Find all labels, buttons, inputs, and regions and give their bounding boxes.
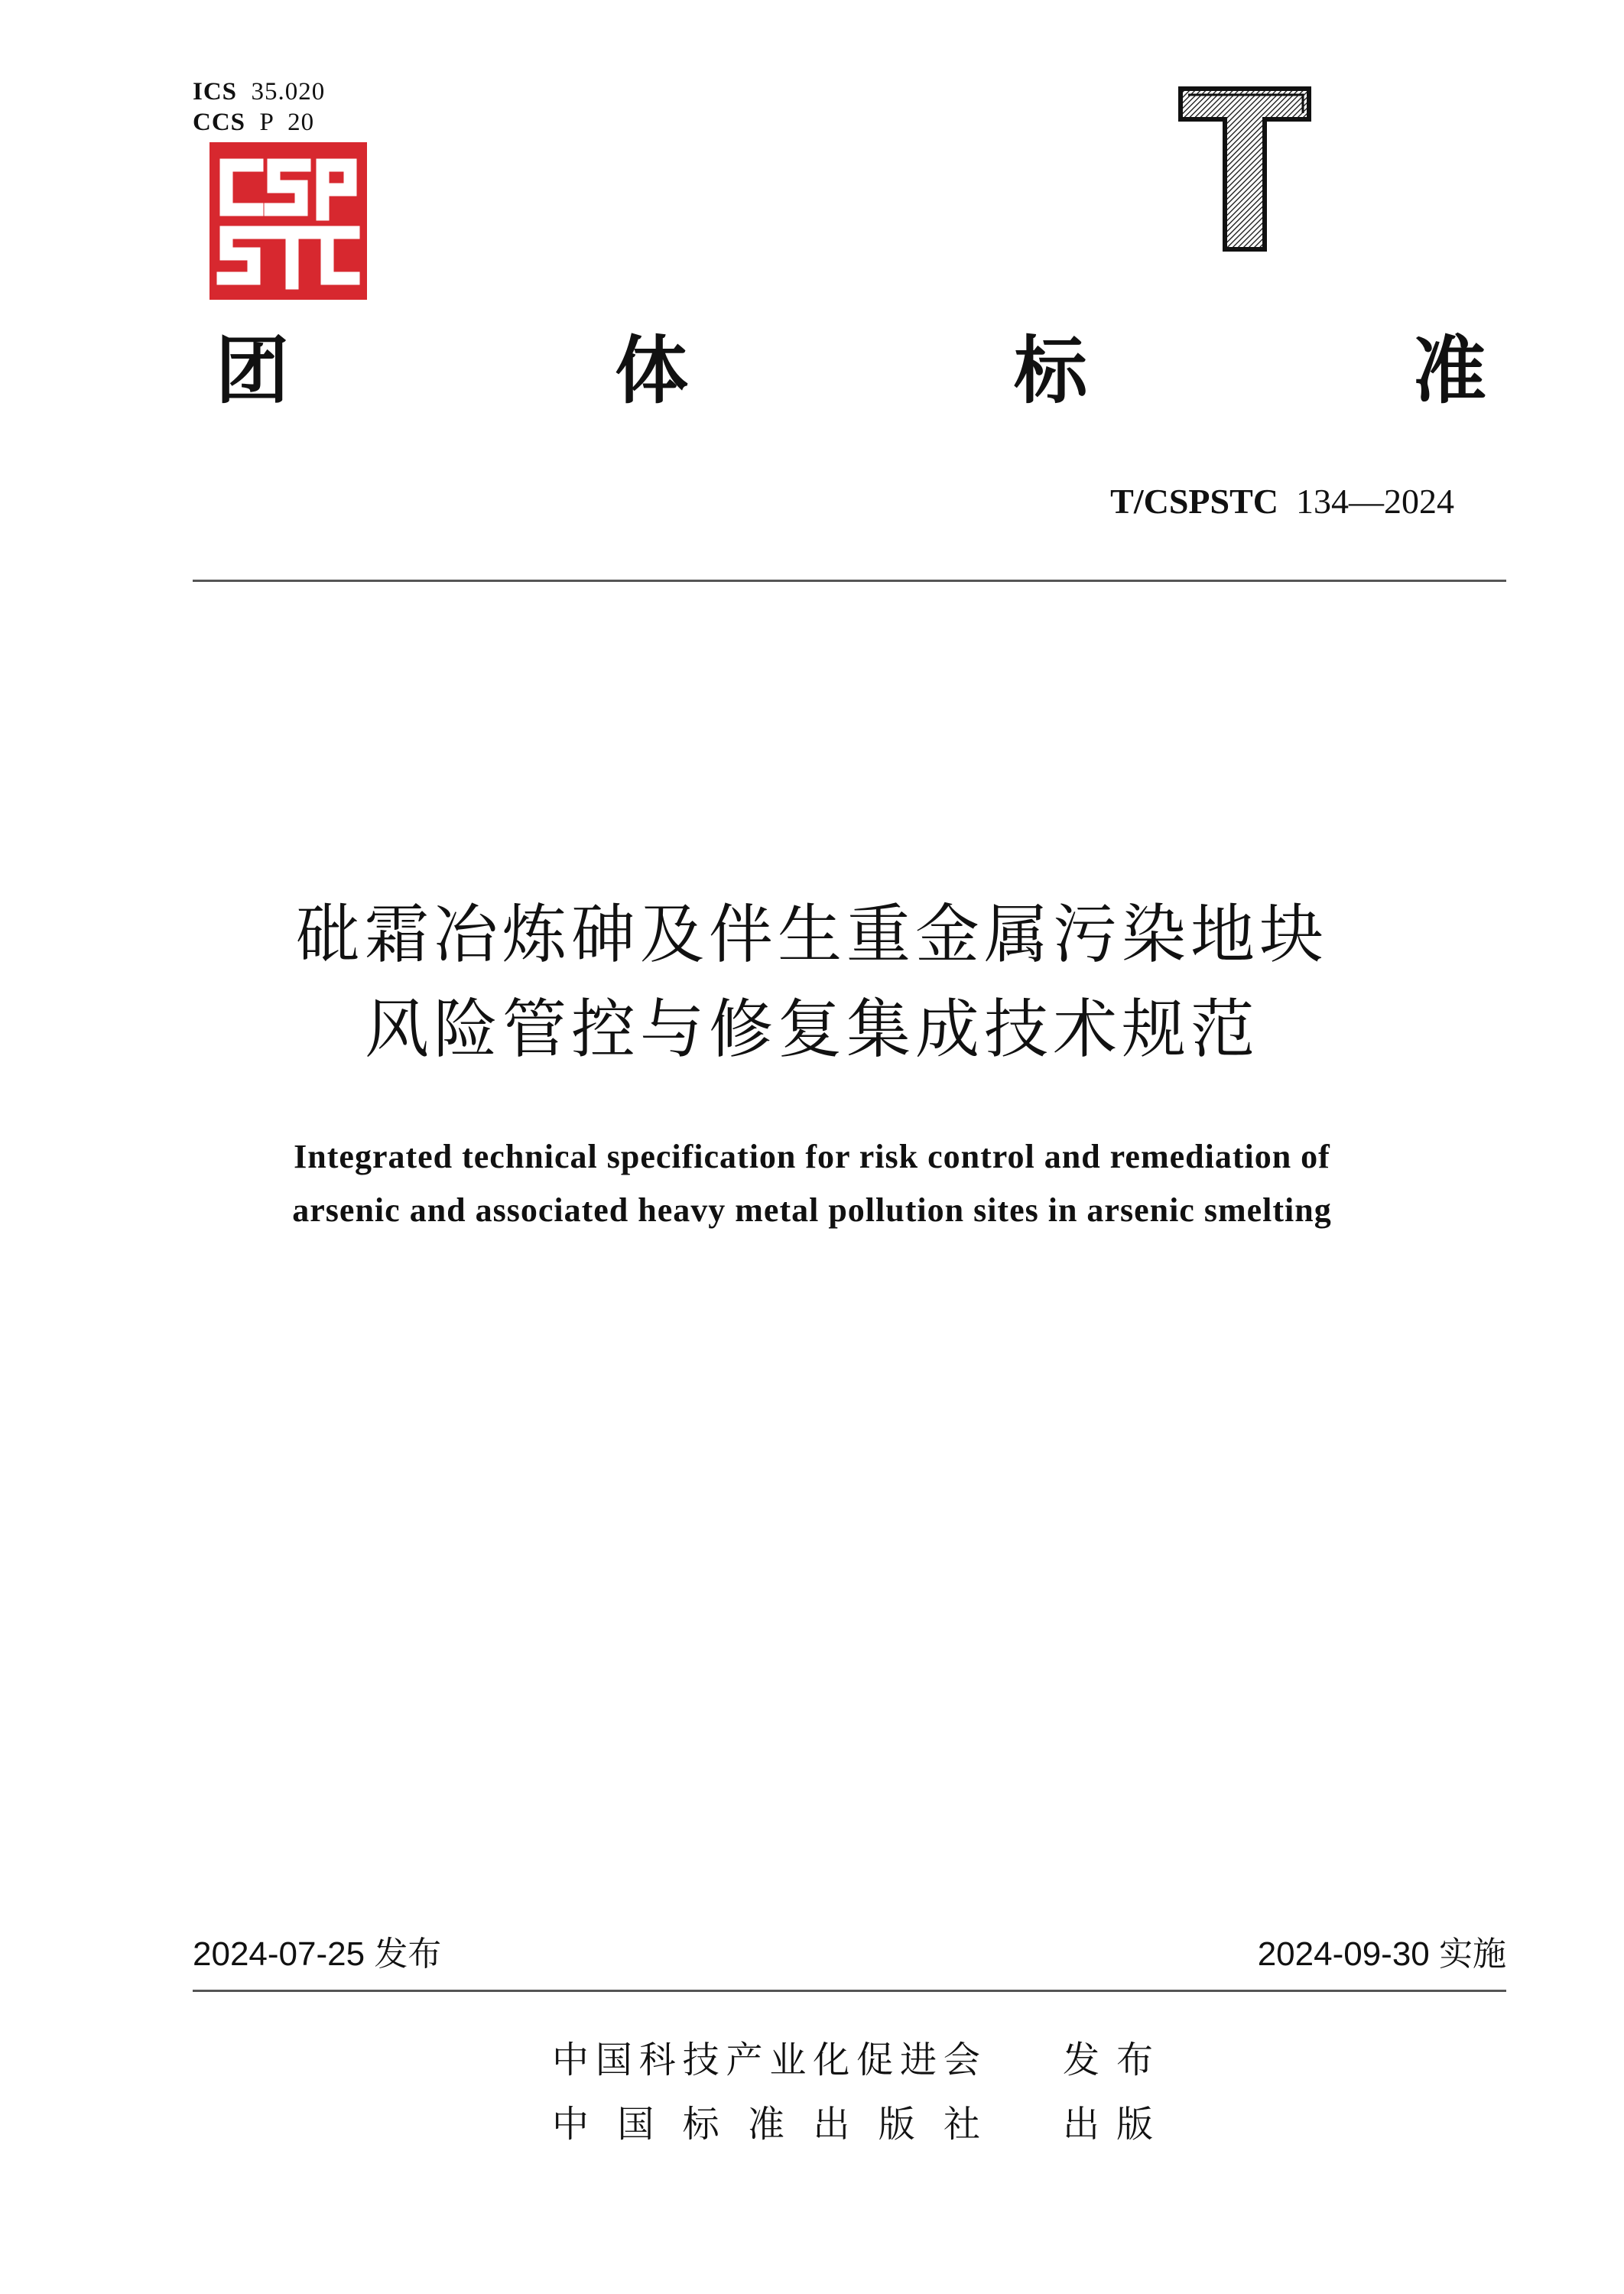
cspstc-logo [209,142,367,300]
publisher-char: 社 [943,2103,980,2146]
header-divider [193,580,1506,582]
title-zh-line: 风险管控与修复集成技术规范 [364,992,1259,1067]
implement-date-value: 2024-09-30 [1257,1935,1430,1973]
publisher-name [552,2028,980,2092]
publishers [552,2028,1240,2156]
category-char: 团 [216,328,289,414]
ics-code [193,76,325,107]
title-en-line: Integrated technical specification for risk control and remediation of [294,1138,1330,1175]
publish-date [193,1933,441,1976]
footer-divider [193,1990,1506,1992]
title-chinese [0,887,1624,1077]
publisher-char: 中 [552,2103,590,2146]
category-char: 体 [615,328,688,414]
ccs-label: CCS [193,109,246,136]
publish-label: 发布 [374,1935,442,1974]
title-zh-line: 砒霜冶炼砷及伴生重金属污染地块 [295,897,1328,972]
title-en-line: arsenic and associated heavy metal pollution sites in arsenic smelting [292,1191,1332,1229]
publish-date-value: 2024-07-25 [193,1935,365,1973]
standard-type-mark [1177,86,1312,254]
classification-codes [193,76,325,138]
publisher-char: 准 [747,2103,784,2146]
publisher-row [552,2092,1240,2156]
standard-category [216,329,1486,413]
role-char: 布 [1116,2039,1153,2081]
title-english [0,1130,1624,1237]
publisher-char: 业 [769,2039,807,2081]
publisher-row [552,2028,1240,2092]
role-char: 出 [1063,2103,1100,2146]
publisher-role [1063,2028,1153,2092]
publisher-char: 进 [900,2039,937,2081]
ccs-code [193,107,325,138]
publisher-role [1063,2092,1153,2156]
publisher-char: 技 [682,2039,719,2081]
publisher-char: 会 [943,2039,980,2081]
publisher-name [552,2092,980,2156]
implement-date [1258,1933,1506,1976]
category-char: 准 [1413,328,1486,414]
role-char: 发 [1063,2039,1100,2081]
ics-label: ICS [193,78,238,106]
publisher-char: 国 [595,2039,632,2081]
publisher-char: 国 [617,2103,654,2146]
publisher-char: 科 [638,2039,676,2081]
publisher-char: 产 [726,2039,763,2081]
publisher-char: 中 [552,2039,590,2081]
standard-prefix: T/CSPSTC [1110,482,1278,521]
publisher-char: 促 [856,2039,894,2081]
publisher-char: 出 [813,2103,850,2146]
publisher-char: 版 [878,2103,915,2146]
ics-value: 35.020 [251,78,326,106]
publisher-char: 标 [682,2103,719,2146]
implement-label: 实施 [1439,1935,1506,1974]
standard-number-value: 134—2024 [1296,482,1454,521]
category-char: 标 [1014,328,1087,414]
publisher-char: 化 [813,2039,850,2081]
ccs-value: P 20 [259,109,315,136]
standard-number [1110,480,1454,523]
role-char: 版 [1116,2103,1153,2146]
